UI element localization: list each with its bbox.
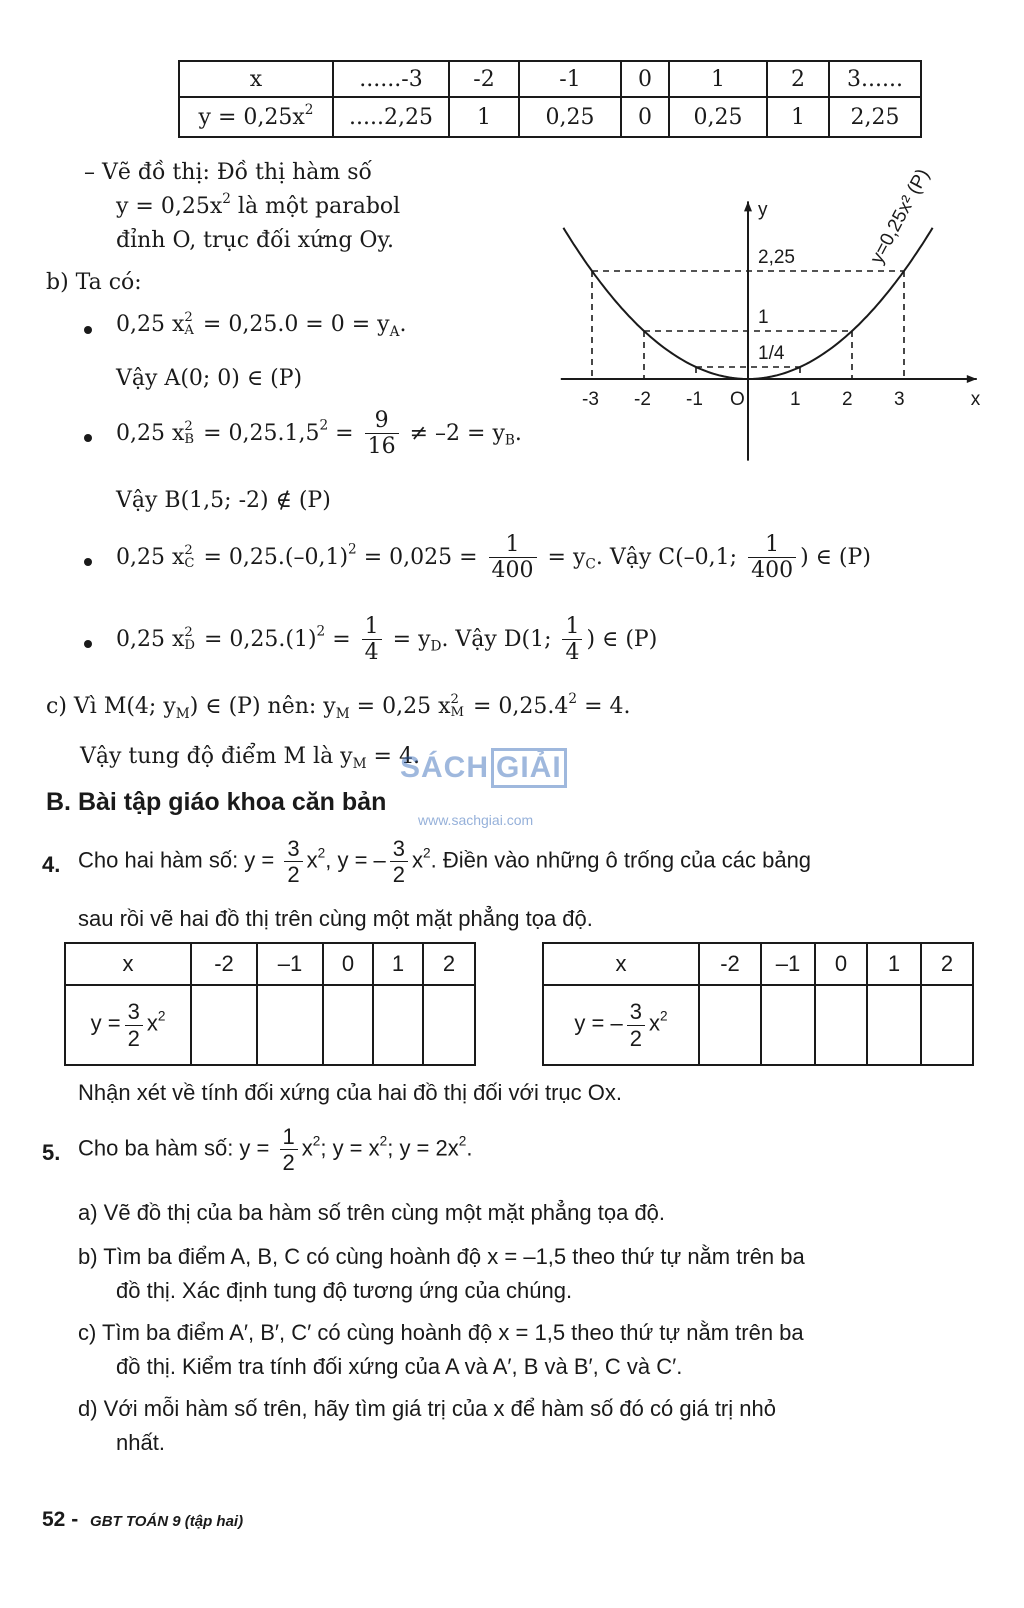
table-cell: 1: [669, 61, 767, 97]
x-tick-label: O: [730, 389, 745, 410]
exercise-5-b-1: b) Tìm ba điểm A, B, C có cùng hoành độ x = –1,5 theo thứ tự nằm trên ba: [78, 1244, 805, 1269]
table-row: [179, 97, 921, 137]
table-cell: y = $\frac{3}{2}$ $x^2$: [65, 985, 191, 1065]
table-row: [65, 985, 475, 1065]
part-c-line: c) Vì M(4; $y_M$) ∈ (P) nên: $y_M = 0,25$ x 2 M = $0,25.4^2 = 4$.: [46, 690, 631, 722]
table-row: [543, 985, 973, 1065]
values-table-3: [542, 942, 974, 1066]
watermark-url: www.sachgiai.com: [418, 812, 534, 828]
table-cell[interactable]: [191, 985, 257, 1065]
table-cell: y = – $\frac{3}{2}$ $x^2$: [543, 985, 699, 1065]
page-number: 52 -: [42, 1508, 79, 1531]
exercise-5-c-1: c) Tìm ba điểm A′, B′, C′ có cùng hoành độ x = 1,5 theo thứ tự nằm trên ba: [78, 1320, 804, 1345]
draw-line-2: $y = 0,25x^2$ là một parabol: [116, 190, 401, 219]
y-axis-label: y: [758, 199, 768, 221]
bullet-icon: [84, 640, 92, 648]
x-tick-label: -3: [582, 389, 599, 410]
table-cell: 1: [373, 943, 423, 985]
line-d: 0,25 x 2 D = $0,25.(1)^2$ = $\frac{1}{4}$ = $y_D$. Vậy D(1; $\frac{1}{4}$ ) ∈ (P): [116, 614, 658, 666]
fraction: $\frac{1}{400}$: [489, 532, 537, 584]
table-cell[interactable]: [921, 985, 973, 1065]
fraction: $\frac{3}{2}$: [627, 999, 645, 1051]
draw-line-1: – Vẽ đồ thị: Đồ thị hàm số: [84, 160, 373, 185]
fraction: $\frac{1}{4}$: [362, 614, 382, 666]
table-cell[interactable]: [373, 985, 423, 1065]
x-tick-label: 1: [790, 389, 801, 410]
fraction: $\frac{3}{2}$: [390, 836, 408, 888]
y-tick-label: 2,25: [758, 247, 795, 268]
table-cell: -2: [191, 943, 257, 985]
table-cell: 0: [621, 61, 669, 97]
y-axis-arrow-icon: [744, 201, 752, 211]
y-tick-label: 1: [758, 307, 769, 328]
table-cell[interactable]: [423, 985, 475, 1065]
table-cell: –1: [257, 943, 323, 985]
table-cell: 0: [621, 97, 669, 137]
table-cell: 0,25: [669, 97, 767, 137]
part-c-conclusion: Vậy tung độ điểm M là $y_M = 4$.: [80, 744, 420, 772]
table-cell: .....2,25: [333, 97, 449, 137]
exercise-5-number: 5.: [42, 1140, 61, 1165]
watermark-logo: SÁCH GIẢI: [400, 748, 569, 788]
part-b-label: b) Ta có:: [46, 270, 142, 295]
table-cell: –1: [761, 943, 815, 985]
table-cell[interactable]: [815, 985, 867, 1065]
table-cell[interactable]: [699, 985, 761, 1065]
table-cell: 1: [449, 97, 519, 137]
line-a-conclusion: Vậy A(0; 0) ∈ (P): [116, 366, 303, 391]
fraction: $\frac{9}{16}$: [365, 408, 399, 460]
table-cell: x: [543, 943, 699, 985]
table-cell[interactable]: [867, 985, 921, 1065]
table-cell: 3......: [829, 61, 921, 97]
exercise-4-number: 4.: [42, 852, 61, 877]
table-row: [179, 61, 921, 97]
fraction: $\frac{3}{2}$: [125, 999, 143, 1051]
exercise-5-line-1: Cho ba hàm số: y = $\frac{1}{2}$ $x^2$; $y = x^2$; $y = 2x^2$.: [78, 1124, 473, 1176]
section-title: B. Bài tập giáo khoa căn bản: [46, 788, 387, 816]
fraction: $\frac{1}{400}$: [748, 532, 796, 584]
bullet-icon: [84, 558, 92, 566]
bullet-icon: [84, 326, 92, 334]
table-cell: 1: [767, 97, 829, 137]
bullet-icon: [84, 434, 92, 442]
line-b-conclusion: Vậy B(1,5; -2) ∉ (P): [116, 488, 331, 513]
x-axis-arrow-icon: [967, 375, 977, 383]
table-row: [65, 943, 475, 985]
exercise-4-note: Nhận xét về tính đối xứng của hai đồ thị đối với trục Ox.: [78, 1080, 622, 1105]
line-a: 0,25 x 2 A = $0,25.0 = 0 = y_A$.: [116, 310, 407, 340]
table-cell: 2: [423, 943, 475, 985]
exercise-5-d-2: nhất.: [116, 1430, 165, 1455]
exercise-5-c-2: đồ thị. Kiểm tra tính đối xứng của A và A′, B và B′, C và C′.: [116, 1354, 683, 1379]
fraction: $\frac{3}{2}$: [284, 836, 302, 888]
table-cell: 2: [767, 61, 829, 97]
exercise-4-line-1: Cho hai hàm số: y = $\frac{3}{2}$ $x^2$, y = – $\frac{3}{2}$ $x^2$. Điền vào những ô trống của các bảng: [78, 836, 812, 888]
page-footer: [42, 1508, 243, 1532]
table-cell: x: [65, 943, 191, 985]
table-cell: -2: [449, 61, 519, 97]
book-title: GBT TOÁN 9 (tập hai): [90, 1513, 244, 1530]
y-tick-label: 1/4: [758, 343, 785, 364]
values-table-1: [178, 60, 922, 138]
table-cell: 0,25: [519, 97, 621, 137]
exercise-4-line-2: sau rồi vẽ hai đồ thị trên cùng một mặt phẳng tọa độ.: [78, 906, 593, 931]
table-cell: 1: [867, 943, 921, 985]
table-cell[interactable]: [257, 985, 323, 1065]
table-cell: -2: [699, 943, 761, 985]
table-cell: $y = 0,25x^2$: [179, 97, 333, 137]
table-row: [543, 943, 973, 985]
exercise-5-d-1: d) Với mỗi hàm số trên, hãy tìm giá trị của x để hàm số đó có giá trị nhỏ: [78, 1396, 776, 1421]
x-axis-label: x: [970, 389, 981, 410]
values-table-2: [64, 942, 476, 1066]
draw-line-3: đỉnh O, trục đối xứng Oy.: [116, 228, 394, 253]
x-tick-label: 3: [894, 389, 905, 410]
x-tick-label: 2: [842, 389, 853, 410]
table-cell[interactable]: [323, 985, 373, 1065]
table-cell: 0: [815, 943, 867, 985]
parabola-chart: [520, 165, 981, 470]
line-c: 0,25 x 2 C = $0,25.(-0,1)^2 = 0,025$ = $\frac{1}{400}$ = $y_C$. Vậy C(–0,1; $\frac{1}{400}$ ) ∈ (P): [116, 532, 871, 584]
curve-label: y=0,25x² (P): [866, 165, 934, 268]
table-cell: 2: [921, 943, 973, 985]
line-b: 0,25 x 2 B = $0,25.1,5^2$ = $\frac{9}{16}$ ≠ $-2 = y_B$.: [116, 408, 522, 460]
table-cell[interactable]: [761, 985, 815, 1065]
fraction: $\frac{1}{2}$: [280, 1124, 298, 1176]
fraction: $\frac{1}{4}$: [562, 614, 582, 666]
table-cell: 0: [323, 943, 373, 985]
exercise-5-b-2: đồ thị. Xác định tung độ tương ứng của chúng.: [116, 1278, 573, 1303]
x-tick-label: -1: [686, 389, 703, 410]
table-cell: ......-3: [333, 61, 449, 97]
x-tick-label: -2: [634, 389, 651, 410]
table-cell: -1: [519, 61, 621, 97]
table-cell: 2,25: [829, 97, 921, 137]
exercise-5-a: a) Vẽ đồ thị của ba hàm số trên cùng một mặt phẳng tọa độ.: [78, 1200, 666, 1225]
table-cell: x: [179, 61, 333, 97]
